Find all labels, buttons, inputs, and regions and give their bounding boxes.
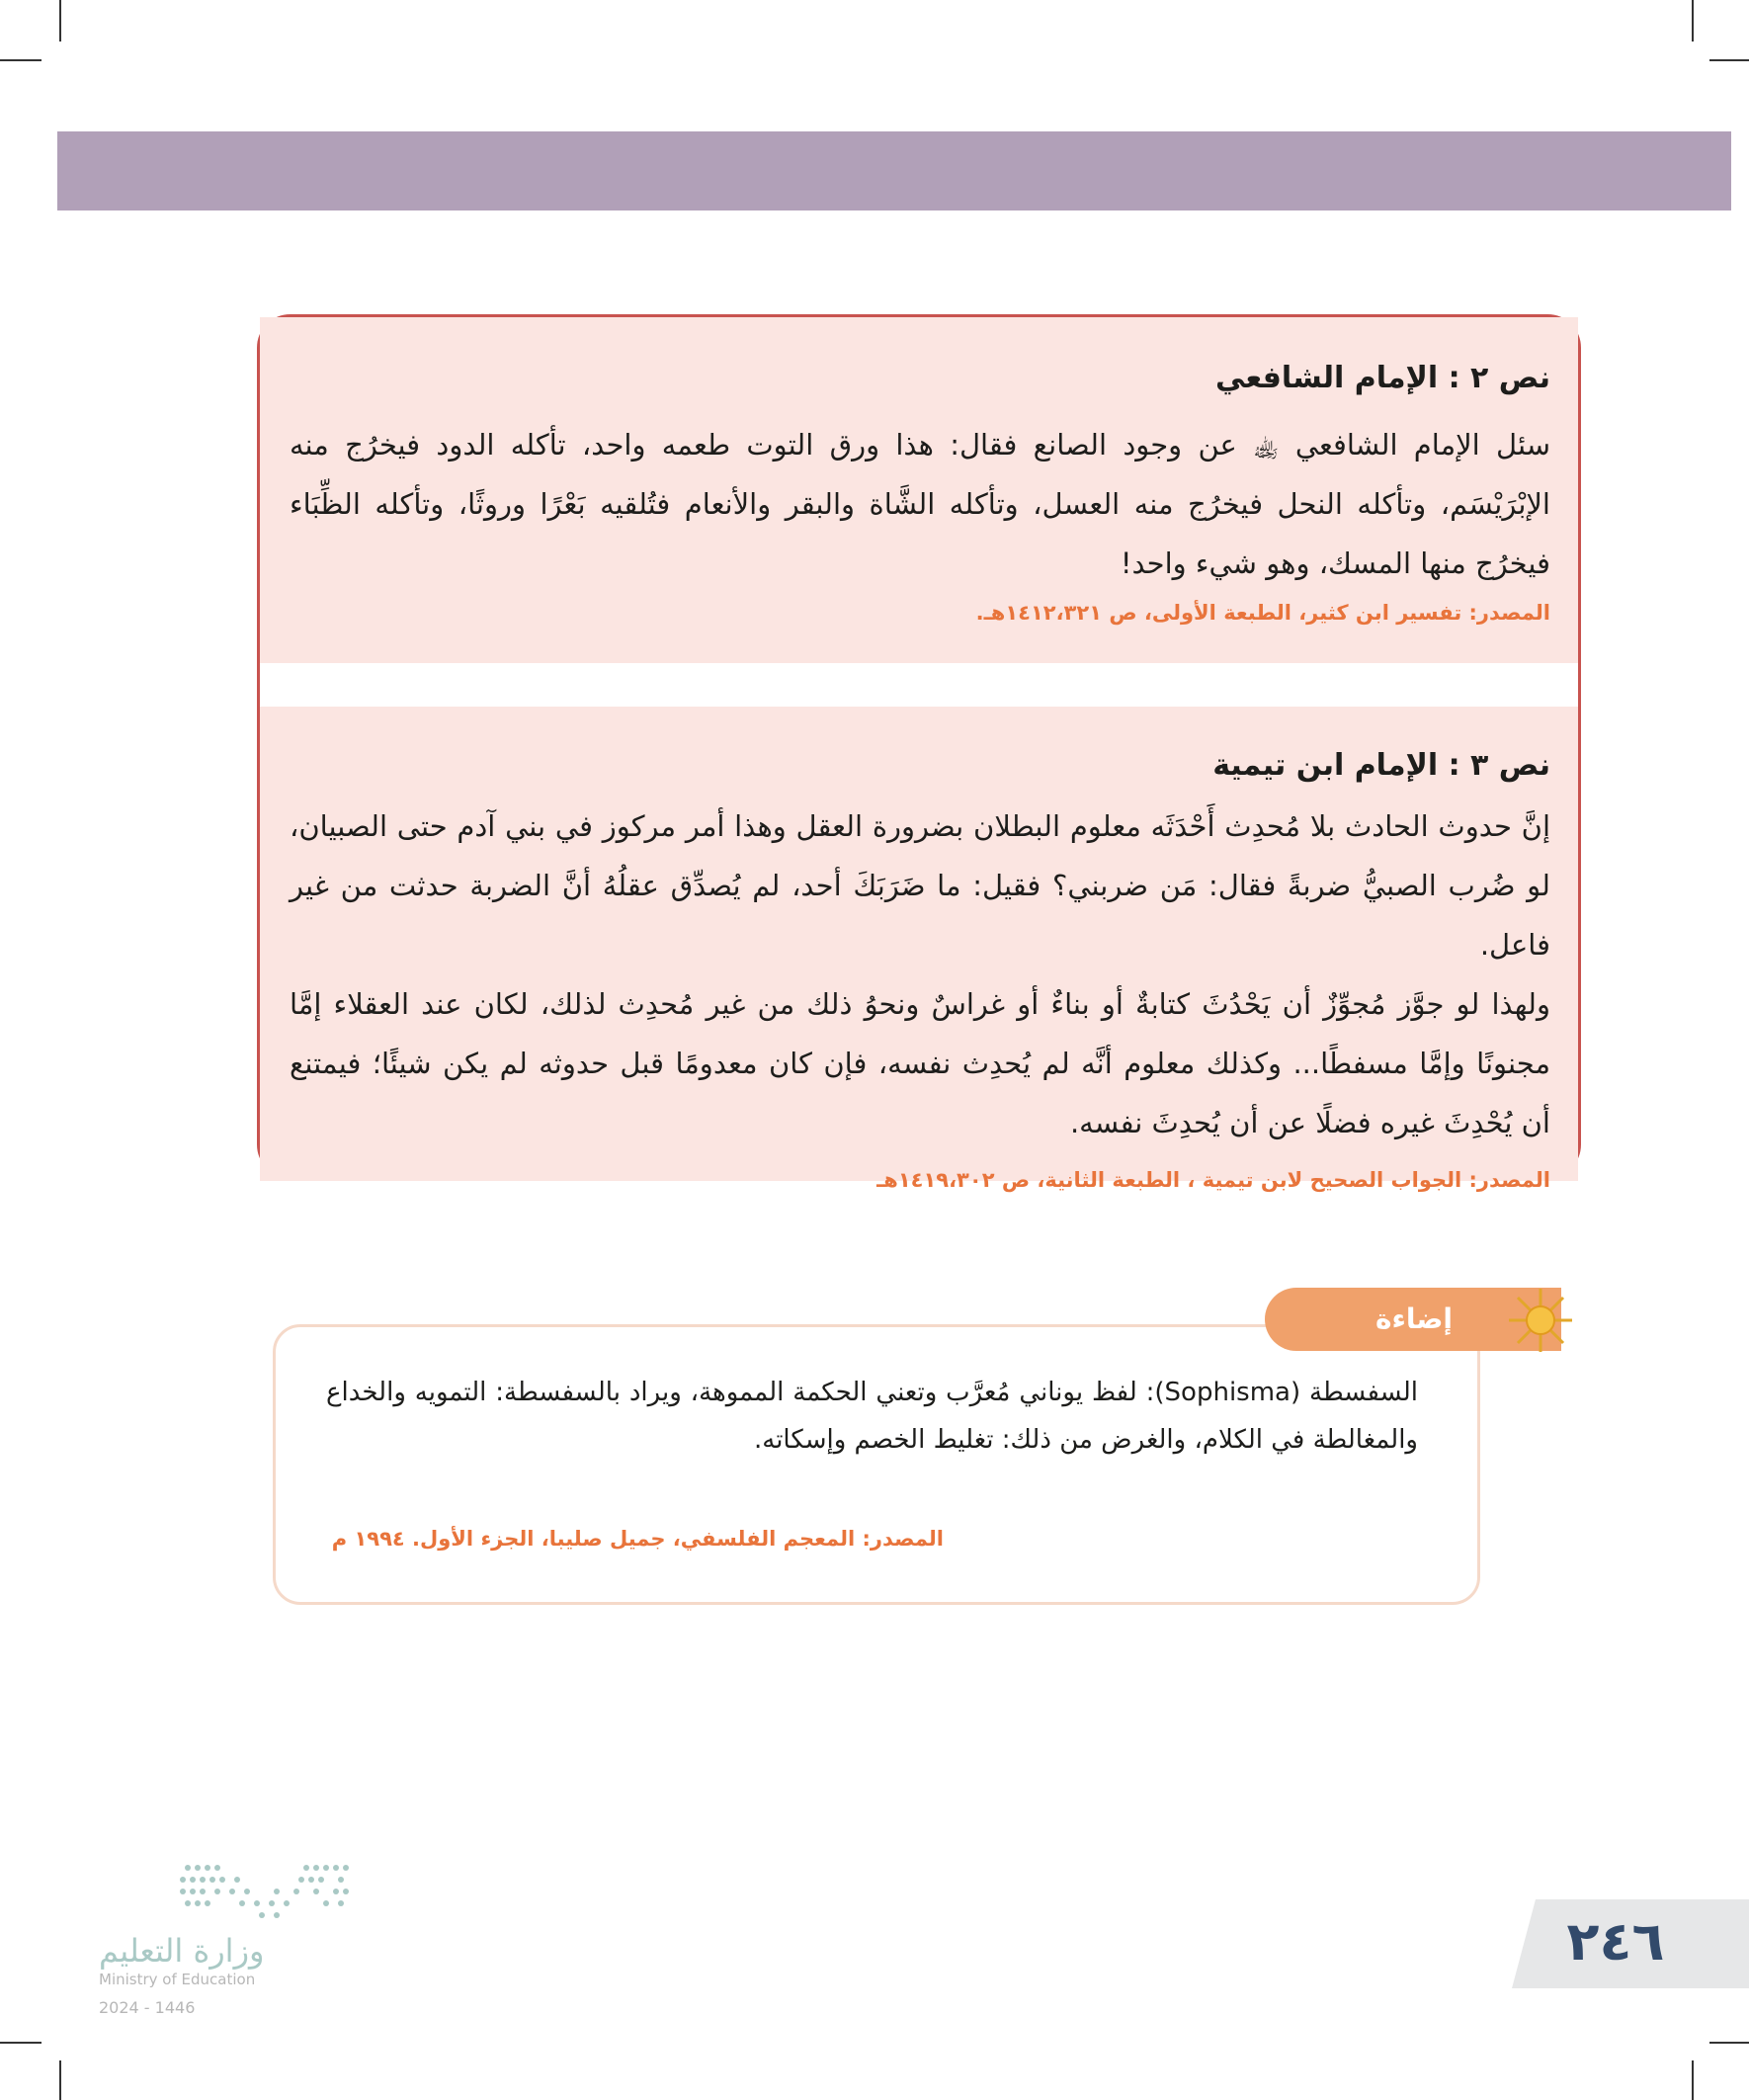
header-band — [57, 131, 1731, 210]
crop-mark — [1709, 59, 1749, 61]
text-2-panel — [260, 317, 1578, 663]
ministry-name-english: Ministry of Education — [99, 1971, 256, 1988]
crop-mark — [0, 59, 42, 61]
text-3-body: إنَّ حدوث الحادث بلا مُحدِث أَحْدَثَه معلوم البطلان بضرورة العقل وهذا أمر مركوز في بني آدم حتى الصبيان، لو ضُرب الصبيُّ ضربةً فقال: مَن ضربني؟ فقيل: ما ضَرَبَكَ أحد، لم يُصدِّق عقلُهُ أنَّ الضربة حدثت من غير فاعل. — [290, 809, 1550, 962]
ministry-name-arabic: وزارة التعليم — [99, 1932, 265, 1970]
text-2-body: سئل الإمام الشافعي ﵀ عن وجود الصانع فقال: هذا ورق التوت طعمه واحد، تأكله الدود فيخرُج منه الإبْرَيْسَم، وتأكله النحل فيخرُج منه العسل، وتأكله الشَّاة والبقر والأنعام فتُلقيه بَعْرًا وروثًا، وتأكله الظِّبَاء فيخرُج منها المسك، وهو شيء واحد! — [290, 428, 1550, 580]
highlight-tab-label: إضاءة — [1374, 1302, 1453, 1335]
crop-mark — [1692, 2060, 1694, 2100]
text-3-panel — [260, 707, 1578, 1192]
ministry-year: 2024 - 1446 — [99, 1998, 196, 2017]
crop-mark — [0, 2042, 42, 2044]
crop-mark — [1692, 0, 1694, 42]
crop-mark — [59, 2060, 61, 2100]
crop-mark — [1709, 2042, 1749, 2044]
crop-mark — [59, 0, 61, 42]
text-2-source: المصدر: تفسير ابن كثير، الطبعة الأولى، ص ١٤١٢،٣٢١هـ. — [975, 601, 1550, 625]
text-3-source: المصدر: الجواب الصحيح لابن تيمية ، الطبعة الثانية، ص ١٤١٩،٣٠٢هـ — [876, 1168, 1550, 1192]
text-3-title: نص ٣ : الإمام ابن تيمية — [1212, 748, 1550, 783]
highlight-box — [273, 1324, 1480, 1605]
text-3-body-2: ولهذا لو جوَّز مُجوِّزٌ أن يَحْدُثَ كتابةٌ أو بناءٌ أو غراسٌ ونحوُ ذلك من غير مُحدِث لذلك، لكان عند العقلاء إمَّا مجنونًا وإمَّا مسفطًا... وكذلك معلوم أنَّه لم يُحدِث نفسه، فإن كان معدومًا قبل حدوثه لم يكن شيئًا؛ فيمتنع أن يُحْدِثَ غيره فضلًا عن أن يُحدِثَ نفسه. — [290, 987, 1550, 1139]
text-2-title: نص ٢ : الإمام الشافعي — [1215, 361, 1550, 395]
highlight-body: السفسطة (Sophisma): لفظ يوناني مُعرَّب وتعني الحكمة المموهة، ويراد بالسفسطة: التمويه والخداع والمغالطة في الكلام، والغرض من ذلك: تغليط الخصم وإسكاته. — [326, 1378, 1418, 1455]
texts-box — [257, 314, 1581, 1192]
page-number: ٢٤٦ — [1566, 1910, 1665, 1973]
ministry-logo — [99, 1858, 356, 1937]
highlight-source: المصدر: المعجم الفلسفي، جميل صليبا، الجزء الأول. ١٩٩٤ م — [331, 1527, 944, 1551]
sun-icon — [1507, 1287, 1574, 1354]
